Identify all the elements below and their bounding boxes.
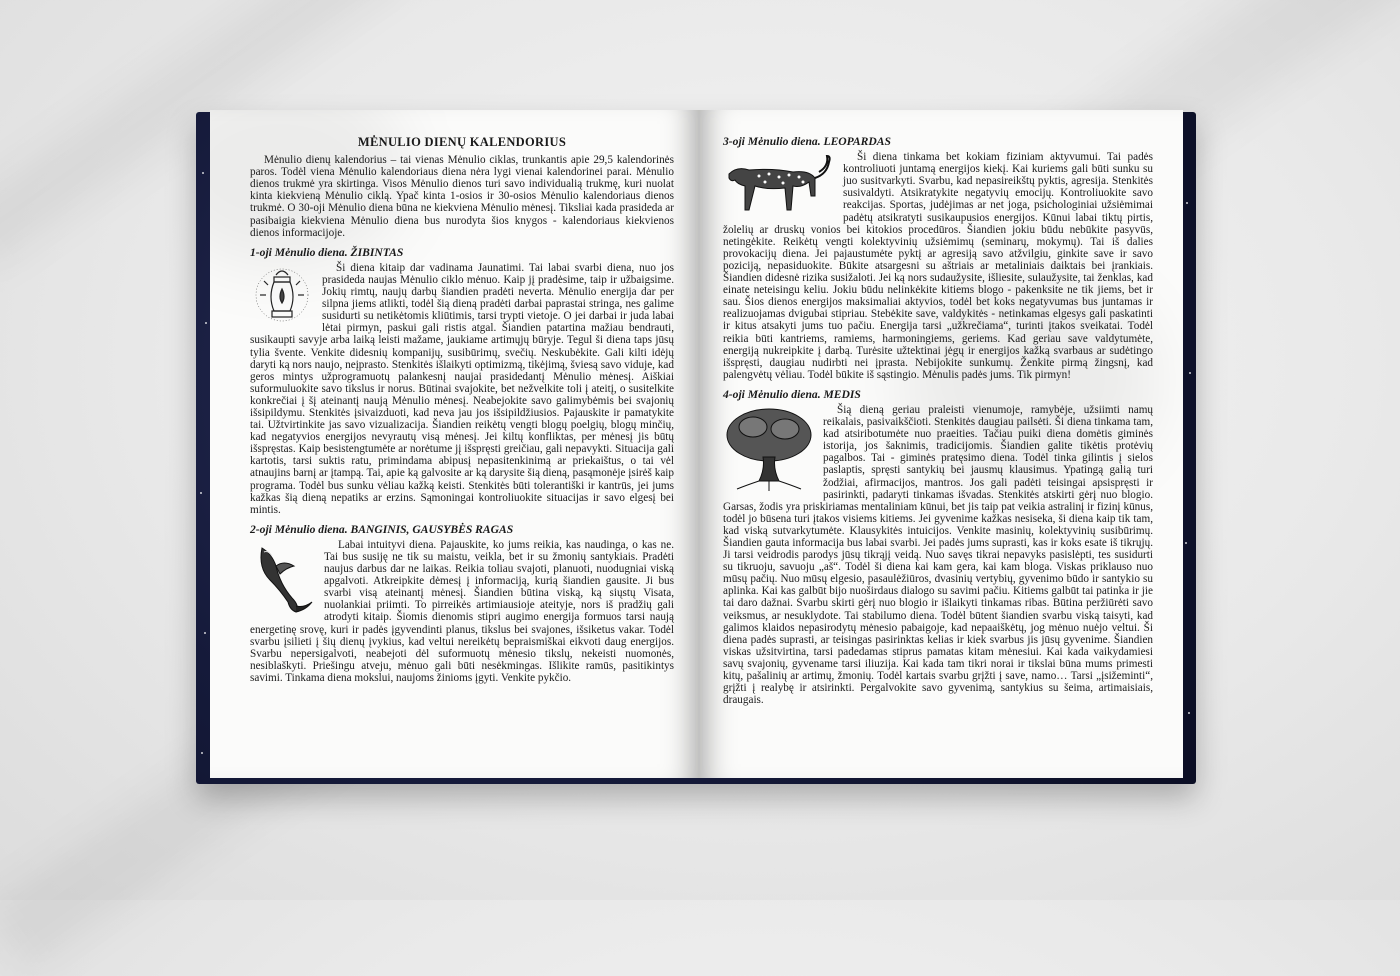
section-heading-day-1: 1-oji Mėnulio diena. ŽIBINTAS [250,245,404,259]
page-title: MĖNULIO DIENŲ KALENDORIUS [357,135,567,149]
section-heading-day-3: 3-oji Mėnulio diena. LEOPARDAS [723,135,891,148]
lantern-icon [250,263,314,330]
section-text-day-1: Ši diena kitaip dar vadinama Jaunatimi. Tai labai svarbi diena, nuo jos prasideda naujas Mėnulio ciklo mėnuo. Kaip jį pradėsime, taip ir užbaigsime. Jokių rimtų, naujų darbų šiandien pradėti neverta. Mėnulio energija dar per silpna jiems atlikti, todėl šią dieną pradėti darbai paprastai stringa, nes galime susidurti su netikėtomis kliūtimis, tarsi trypti vietoje. O jei darbai ir juda labai lėtai pirmyn, paskui gali ristis atgal. Šiandien patartina mažiau bendrauti, susikaupti savyje arba laiką leisti mažame, jaukiame artimųjų būryje. Tegul ši diena taps jūsų tylia švente. Venkite didesnių kompanijų, susibūrimų, svečių. Neskubėkite. Gali kilti idėjų daryti ką nors naujo, neįprasto. Stenkitės išlaikyti optimizmą, tikėjimą, šviesą savo viduje, kad geros mintys užprogramuotų palankesnį naujai prasidedantį Mėnulio mėnesį. Aiškiai suformuluokite savo tikslus ir norus. Būtinai svajokite, bet nežvelkite toli į ateitį, o susitelkite konkrečiai į šį ateinantį naują Mėnulio mėnesį. Neabejokite savo galimybėmis bei svajonių išsipildymu. Stenkitės įsivaizduoti, kad neva jau jos išsipildžiusios. Pajauskite ir pamatykite tai. Užtvirtinkite jas savo vizualizacija. Šiandien reikėtų vengti blogų poelgių, blogų minčių, kad negatyvios energijos nevyrautų visą mėnesį. Jei kiltų konfliktas, per mėnesį jis būtų išspręstas. Kaip besistengtumėte ar norėtume jį išspręsti greičiau, gali nepavykti. Situacija gali kartotis, tarsi suktis ratu, primindama abipusį nepasitenkinimą ar priekaištus, o tai vėl atnaujins barnį ar įtampą. Tai, apie ką galvosite ar ką darysite šią dieną, pasąmonėje įsirėš kaip programa. Todėl bus sunku vėliau kažką keisti. Stenkitės būti tolerantiški ir kantrūs, jei jums kažkas šią dieną nepatiks ar erzins. Sąmoningai kontroliuokite situacijas ir savo elgesį bei mintis. [250,261,674,516]
right-page [699,110,1183,778]
section-heading-day-2: 2-oji Mėnulio diena. BANGINIS, GAUSYBĖS RAGAS [250,522,514,536]
right-page-content [723,136,1153,706]
tree-icon [723,405,815,498]
intro-paragraph: Mėnulio dienų kalendorius – tai vienas Mėnulio ciklas, trunkantis apie 29,5 kalendorinės paros. Todėl viena Mėnulio kalendoriaus diena nėra lygi vienai kalendorinei parai. Mėnulio dienos trukmė yra skirtinga. Visos Mėnulio dienos turi savo individualią trukmę, kuri nuolat kinta kiekvieną Mėnulio ciklą. Ypač kinta 1-osios ir 30-osios Mėnulio kalendoriaus dienos trukmė. O 30-oji Mėnulio diena būna ne kiekviena Mėnulio mėnesį. Tiksliai kada prasideda ar pasibaigia kiekviena Mėnulio diena bus nurodyta šios knygos - kalendoriaus kiekvienos dienos informacijoje. [250,154,674,239]
section-text-day-4: Šią dieną geriau praleisti vienumoje, ramybėje, užsiimti namų reikalais, pasivaikščioti. Stenkitės daugiau pailsėti. Ši diena tinkama tam, kad atsiribotumėte nuo praeities. Tačiau puiki diena domėtis giminės istorija, jos šaknimis, tradicijomis. Šiandien galite tikėtis protėvių pagalbos. Tai - giminės pratęsimo diena. Todėl tinka gilintis į sielos paslaptis, spręsti santykių bei jausmų klausimus. Ypatingą galią turi žodžiai, afirmacijos, mantros. Jos gali padėti teisingai apsispręsti ir pasirinkti, padaryti tinkamas išvadas. Stenkitės atskirti gėrį nuo blogio. Garsas, žodis yra priskiriamas mentaliniam kūnui, bet jis taip pat veikia astralinį ir fizinį kūnus, todėl jo būsena turi įtakos visiems kitiems. Jei gyvenime kažkas nesiseka, ši diena kaip tik tam, kad viską sutvarkytumėte. Klausykitės intuicijos. Venkite masinių, kolektyvinių susibūrimų. Šiandien gauta informacija bus labai svarbi. Jei padės jums suprasti, kas ir koks esate iš tikrųjų. Ji tarsi veidrodis parodys jūsų tikrąjį veidą. Nuo savęs tikrai nepavyks pasislėpti, tes susidurti su tikruoju, savuoju „aš“. Todėl ši diena kai kam gera, kai kam bloga. Viskas priklauso nuo mūsų pačių. Nuo mūsų elgesio, pasaulėžiūros, dvasinių vertybių, gyvenimo būdo ir santykio su aplinka. Kai kas galbūt bijo nuoširdaus dialogo su savimi pačiu. Kitiems galbūt tai patinka ir jie tai daro dažnai. Svarbu skirti gėrį nuo blogio ir išlaikyti tinkamas ribas. Būtina peržiūrėti savo veiksmus, ar nesuklydote. Tai stabilumo diena. Todėl būtent šiandien svarbu viską taisyti, kad galimos klaidos nepasirodytų mėnesio pabaigoje, kad nepaaiškėtų, jog mėnuo nuėjo veltui. Ši diena padės suprasti, ar teisingas pasirinktas kelias ir kiek svarbus jis jūsų gyvenime. Šiandien viskas užsitvirtina, tarsi padedamas stiprus pamatas kitam mėnesiui. Kai kada vaikydamiesi savų svajonių, gyvename tarsi iliuzija. Kai kada tam tikri norai ir tikslai būna mums primesti kitų, pašalinių ar artimų, žmonių. Todėl kartais svarbu grįžti į save, namo… Tarsi „įsižeminti“, grįžti į realybę ir atsirinkti. Pergalvokite savo gyvenimą, santykius su šeima, artimaisiais, draugais. [723,403,1153,707]
left-page [210,110,699,778]
section-text-day-3: Ši diena tinkama bet kokiam fiziniam aktyvumui. Tai padės kontroliuoti juntamą energijos kiekį. Kai kuriems gali būti sunku su juo susitvarkyti. Svarbu, kad nepasireikštų pyktis, agresija. Stenkitės susivaldyti. Atsikratykite negatyvių emocijų. Kontroliuokite savo reakcijas. Sportas, judėjimas ar net joga, psichologiniai užsiėmimai padėtų atsikratyti susikaupusios energijos. Kūnui labai tiktų pirtis, žolelių ar druskų vonios bei kitokios procedūros. Šiandien jokiu būdu nebūkite pasyvūs, netingėkite. Reikėtų vengti kolektyvinių užsiėmimų (seminarų, mokymų). Tai iš dalies provokacijų diena. Jei pajaustumėte pyktį ar agresiją savo atžvilgiu, ginkite save ir savo poziciją, nepasiduokite. Būkite atsargesni su aštriais ar metaliniais daiktais bei įrankiais. Šiandien didesnė rizika susižaloti. Jei ką nors sudaužysite, išliesite, sulaužysite, tai ženklas, kad einate neteisingu keliu. Jokiu būdu nelinkėkite kitiems blogo - pakenksite ne tik jiems, bet ir sau. Šios dienos energijos maksimaliai aktyvios, todėl bet koks negatyvumas bus juntamas ir realizuojamas dvigubai stipriau. Stebėkite save, valdykitės - netinkamas elgesys gali paskatinti ir kitus atsakyti jums tuo pačiu. Energija tarsi „užkrečiama“, turinti įtakos sveikatai. Todėl reikia būti kantriems, ramiems, harmoningiems, geriems. Kad geriau save valdytumėte, energiją nukreipkite į darbą. Turėsite užtektinai jėgų ir energijos kažką svarbaus ar sudėtingo išspręsti, daugiau nudirbti nei įprasta. Nebijokite sunkumų. Ženkite pirmą žingsnį, kad palengvėtų vėliau. Todėl būkite iš sąstingio. Mėnulis padės jums. Tik pirmyn! [723,151,1153,381]
section-text-day-2: Labai intuityvi diena. Pajauskite, ko jums reikia, kas naudinga, o kas ne. Tai bus susiję ne tik su maistu, veikla, bet ir su žmonių santykiais. Pradėti naujus darbus dar ne laikas. Reikia toliau svajoti, planuoti, nuodugniai viską apgalvoti. Atkreipkite dėmesį į informaciją, kurią šiandien gausite. Ji bus svarbi visą ateinantį mėnesį. Šiandien būtina viską, ką siųstų Visata, nuolankiai priimti. To pirreikės artimiausioje ateityje, nors iš pradžių gali atrodyti kitaip. Šiomis dienomis stipri augimo energija formuos tarsi naują energetinę srovę, kuri ir padės įgyvendinti planus, tikslus bei svajones, išsiketus vakar. Todėl svarbu įsilieti į šių dienų įvykius, kad veltui nereikėtų bepraismiškai eikvoti daug energijos. Svarbu nepersigalvoti, neabejoti dėl suformuotų mėnesio tikslų, nekeisti nuomonės, nesiblaškyti. Priešingu atveju, mėnuo gali būti nesėkmingas. Išlikite ramūs, pasitikintys savimi. Tinkama diena mokslui, naujoms žinioms įgyti. Venkite pykčio. [250,538,674,684]
whale-icon [250,540,316,619]
left-page-content [250,136,674,684]
leopard-icon [723,152,835,219]
section-heading-day-4: 4-oji Mėnulio diena. MEDIS [723,387,861,401]
